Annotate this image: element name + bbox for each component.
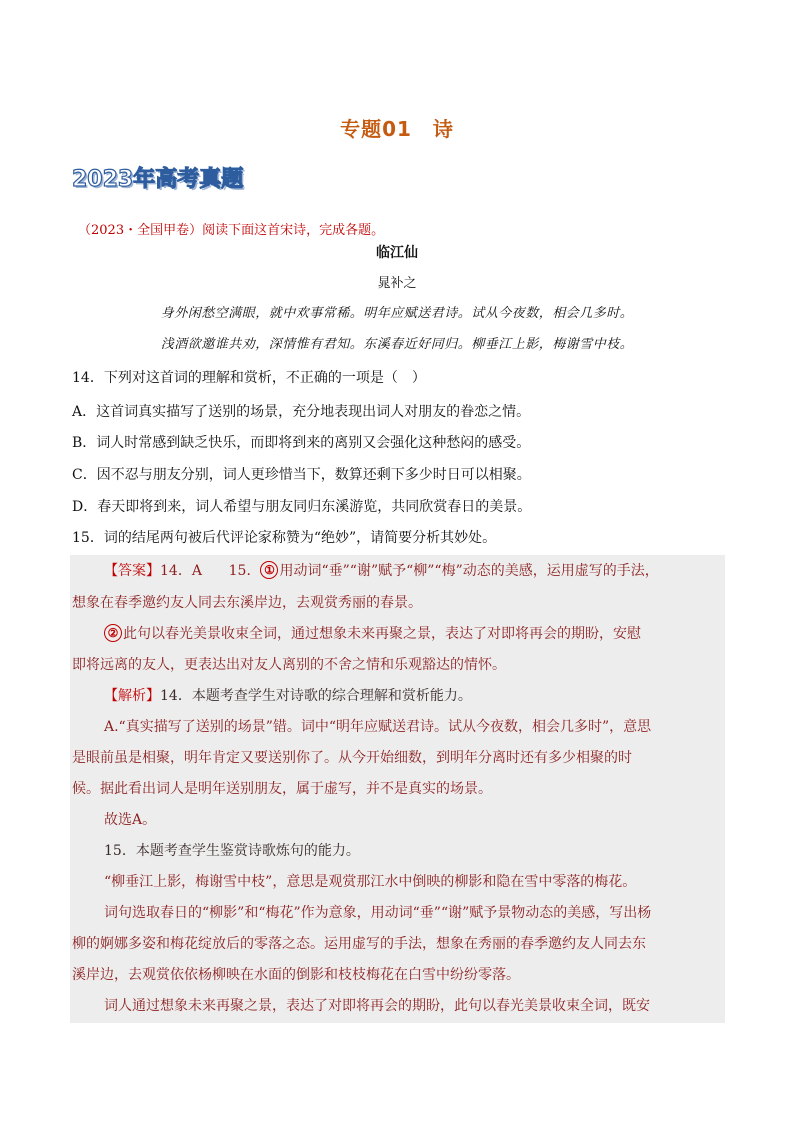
analysis-line: 候。据此看出词人是明年送别朋友，属于虚写，并不是真实的场景。: [72, 781, 492, 797]
poem-line: 身外闲愁空满眼，就中欢事常稀。明年应赋送君诗。试从今夜数，相会几多时。: [160, 306, 634, 321]
option-c: C．因不忍与朋友分别，词人更珍惜当下，数算还剩下多少时日可以相聚。: [72, 467, 531, 483]
analysis-line: 故选A。: [104, 812, 157, 828]
option-d: D．春天即将到来，词人希望与朋友同归东溪游览，共同欣赏春日的美景。: [72, 499, 532, 515]
page-title: 专题01 诗: [340, 117, 454, 141]
circled-number-2: ②: [104, 624, 122, 642]
question-14: 14．下列对这首词的理解和赏析，不正确的一项是（ ）: [72, 370, 426, 386]
analysis-line: 词句选取春日的“柳影”和“梅花”作为意象，用动词“垂”“谢”赋予景物动态的美感，写出杨: [104, 905, 652, 921]
circled-number-1: ①: [260, 561, 278, 579]
answer-line: [104, 560, 659, 580]
poem-line: 浅酒欲邀谁共劝，深情惟有君知。东溪春近好同归。柳垂江上影，梅谢雪中枝。: [160, 337, 634, 352]
answer-point-2: 此句以春光美景收束全词，通过想象未来再聚之景，表达了对即将再会的期盼，安慰: [123, 626, 641, 642]
answer-q15-prefix: 15．: [228, 563, 261, 579]
analysis-line: [104, 685, 472, 705]
analysis-line: A.“真实描写了送别的场景”错。词中“明年应赋送君诗。试从今夜数，相会几多时”，意思: [104, 719, 652, 735]
analysis-line: 词人通过想象未来再聚之景，表达了对即将再会的期盼，此句以春光美景收束全词，既安: [104, 998, 650, 1014]
analysis-line: 15．本题考查学生鉴赏诗歌炼句的能力。: [104, 843, 360, 859]
analysis-label: 【解析】: [104, 688, 160, 704]
analysis-line: 柳的婀娜多姿和梅花绽放后的零落之态。运用虚写的手法，想象在秀丽的春季邀约友人同去东: [72, 936, 646, 952]
answer-line: 想象在春季邀约友人同去东溪岸边，去观赏秀丽的春景。: [72, 595, 422, 611]
analysis-line: 溪岸边，去观赏依依杨柳映在水面的倒影和枝枝梅花在白雪中纷纷零落。: [72, 967, 520, 983]
poem-author: 晁补之: [377, 276, 417, 291]
answer-label: 【答案】: [104, 563, 160, 579]
analysis-line: “柳垂江上影，梅谢雪中枝”，意思是观赏那江水中倒映的柳影和隐在雪中零落的梅花。: [104, 874, 637, 890]
answer-line: 即将远离的友人，更表达出对友人离别的不舍之情和乐观豁达的情怀。: [72, 657, 506, 673]
answer-line: [104, 623, 641, 643]
section-heading: 2023年高考真题: [72, 167, 244, 192]
analysis-q14-intro: 14．本题考查学生对诗歌的综合理解和赏析能力。: [160, 688, 472, 704]
question-15: 15．词的结尾两句被后代评论家称赞为“绝妙”，请简要分析其妙处。: [72, 530, 497, 546]
question-source: （2023・全国甲卷）阅读下面这首宋诗，完成各题。: [78, 223, 385, 238]
answer-point-1: 用动词“垂”“谢”赋予“柳”“梅”动态的美感，运用虚写的手法，: [279, 563, 659, 579]
answer-q14: 14．A: [160, 563, 202, 579]
poem-title: 临江仙: [376, 245, 418, 261]
option-a: A．这首词真实描写了送别的场景，充分地表现出词人对朋友的眷恋之情。: [72, 404, 531, 420]
option-b: B．词人时常感到缺乏快乐，而即将到来的离别又会强化这种愁闷的感受。: [72, 435, 531, 451]
analysis-line: 是眼前虽是相聚，明年肯定又要送别你了。从今开始细数，到明年分离时还有多少相聚的时: [72, 750, 632, 766]
